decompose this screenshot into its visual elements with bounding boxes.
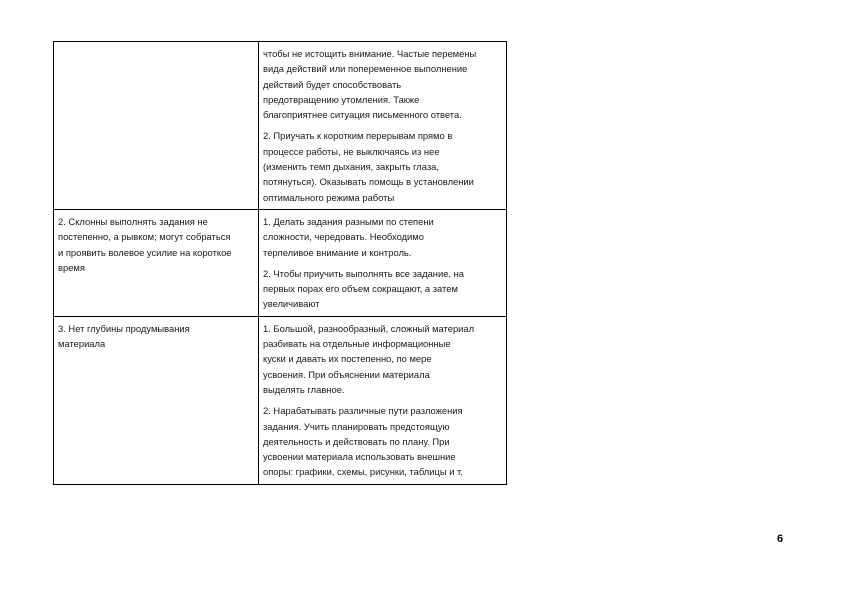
recommendation-cell (259, 42, 507, 210)
problem-cell (54, 316, 259, 484)
recommendation-cell (259, 209, 507, 316)
recommendation-paragraph: 1. Большой, разнообразный, сложный материал разбивать на отдельные информационные куски и давать их постепенно, по мере усвоения. При объяснении материала выделять главное. (263, 322, 475, 395)
problem-text: 3. Нет глубины продумывания материала (58, 322, 190, 350)
table-row (54, 316, 507, 484)
table-row (54, 42, 507, 210)
recommendation-paragraph: 2. Приучать к коротким перерывам прямо в процессе работы, не выключаясь из нее (изменить темп дыхания, закрыть глаза, потянуться). Оказывать помощь в установлении оптимального режима работы (263, 130, 474, 203)
recommendation-paragraph: 2. Чтобы приучить выполнять все задание, на первых порах его объем сокращают, а затем увеличивают (263, 267, 465, 310)
page-number: 6 (777, 533, 784, 545)
recommendation-cell (259, 316, 507, 484)
recommendation-paragraph: 2. Нарабатывать различные пути разложения задания. Учить планировать предстоящую деятельность и действовать по плану. При усвоении материала использовать внешние опоры: графики, схемы, рисунки, таблицы и т. (263, 405, 463, 478)
problem-cell (54, 42, 259, 210)
recommendation-paragraph: чтобы не истощить внимание. Частые перемены вида действий или попеременное выполнение действий будет способствовать предотвращению утомления. Также благоприятнее ситуация письменного ответа. (263, 48, 477, 121)
table-row (54, 209, 507, 316)
recommendation-paragraph: 1. Делать задания разными по степени сложности, чередовать. Необходимо терпеливое внимание и контроль. (263, 215, 434, 258)
problem-text: 2. Склонны выполнять задания не постепенно, а рывком; могут собраться и проявить волевое усилие на короткое время (58, 215, 232, 273)
problem-cell (54, 209, 259, 316)
recommendations-table (53, 41, 507, 485)
